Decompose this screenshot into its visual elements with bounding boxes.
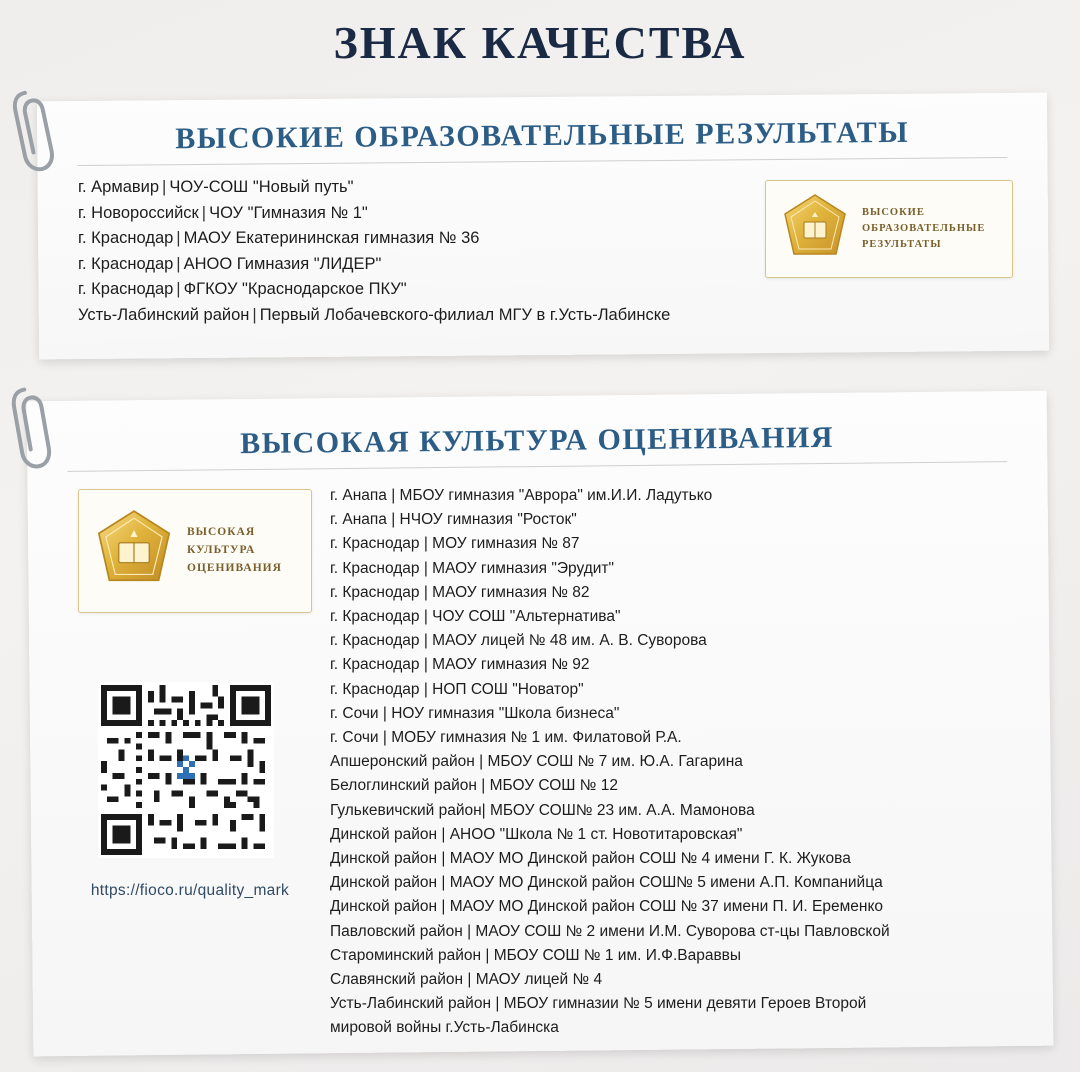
- list-item: Динской район | МАОУ МО Динской район СОШ№ 5 имени А.П. Компанийца: [330, 874, 883, 892]
- list-item-name: ЧОУ-СОШ "Новый путь": [169, 178, 354, 196]
- list-item-name: МАОУ Екатерининская гимназия № 36: [183, 229, 480, 247]
- separator: |: [162, 178, 167, 196]
- page-title: ЗНАК КАЧЕСТВА: [333, 17, 747, 68]
- qr-code-icon: [101, 685, 271, 855]
- list-item-city: г. Краснодар: [78, 254, 174, 273]
- list-item-name: ФГКОУ "Краснодарское ПКУ": [183, 280, 407, 298]
- list-item: Павловский район | МАОУ СОШ № 2 имени И.М. Суворова ст-цы Павловской: [330, 922, 890, 940]
- list-item-city: г. Армавир: [78, 178, 160, 196]
- list-item: г. Краснодар | МАОУ лицей № 48 им. А. В. Суворова: [330, 632, 707, 650]
- separator: |: [176, 280, 181, 298]
- list-item-city: г. Краснодар: [78, 280, 174, 298]
- list-item-city: Усть-Лабинский район: [78, 305, 250, 324]
- list-item: Староминский район | МБОУ СОШ № 1 им. И.Ф.Вараввы: [330, 946, 742, 964]
- list-item: [78, 277, 670, 303]
- list-item-name: АНОО Гимназия "ЛИДЕР": [183, 254, 382, 273]
- qr-url-label: https://fioco.ru/quality_mark: [90, 882, 290, 899]
- list-item: Апшеронский район | МБОУ СОШ № 7 им. Ю.А. Гагарина: [330, 753, 743, 771]
- list-item: [78, 226, 670, 252]
- list-item: Гулькевичский район| МБОУ СОШ№ 23 им. А.А. Мамонова: [330, 801, 755, 819]
- list-item-city: г. Новороссийск: [78, 203, 199, 222]
- list-item-name: ЧОУ "Гимназия № 1": [209, 203, 368, 222]
- qr-code[interactable]: [98, 682, 274, 858]
- badge-line-1: ВЫСОКИЕ: [862, 206, 925, 218]
- list-item: г. Краснодар | МОУ гимназия № 87: [330, 535, 580, 553]
- title-divider: [67, 461, 1007, 472]
- list-item: г. Краснодар | НОП СОШ "Новатор": [330, 680, 584, 698]
- list-item: г. Анапа | НЧОУ гимназия "Росток": [330, 511, 577, 529]
- quality-mark-badge-high-results: [765, 180, 1013, 278]
- list-item: [78, 303, 670, 329]
- list-item: г. Краснодар | МАОУ гимназия № 82: [330, 583, 590, 601]
- badge-line-2: КУЛЬТУРА: [187, 544, 256, 557]
- separator: |: [201, 203, 207, 222]
- list-item: г. Сочи | МОБУ гимназия № 1 им. Филатовой Р.А.: [330, 729, 682, 747]
- school-list-assessment-culture: [330, 484, 890, 1041]
- list-item: Динской район | АНОО "Школа № 1 ст. Новотитаровская": [330, 825, 743, 843]
- badge-line-3: РЕЗУЛЬТАТЫ: [862, 239, 942, 251]
- section-title-assessment-culture: ВЫСОКАЯ КУЛЬТУРА ОЦЕНИВАНИЯ: [239, 420, 835, 461]
- list-item: Белоглинский район | МБОУ СОШ № 12: [330, 777, 618, 795]
- badge-line-1: ВЫСОКАЯ: [187, 526, 256, 539]
- list-item: [78, 252, 670, 278]
- list-item: [78, 175, 670, 201]
- medal-icon: [780, 192, 850, 266]
- badge-line-3: ОЦЕНИВАНИЯ: [187, 561, 282, 574]
- separator: |: [252, 305, 257, 324]
- section-title-high-results: ВЫСОКИЕ ОБРАЗОВАТЕЛЬНЫЕ РЕЗУЛЬТАТЫ: [175, 115, 910, 156]
- list-item: мировой войны г.Усть-Лабинска: [330, 1019, 559, 1037]
- list-item: Усть-Лабинский район | МБОУ гимназии № 5 имени девяти Героев Второй: [330, 995, 867, 1013]
- separator: |: [176, 229, 181, 247]
- list-item-name: Первый Лобачевского-филиал МГУ в г.Усть-Лабинске: [259, 305, 671, 324]
- list-item: г. Сочи | НОУ гимназия "Школа бизнеса": [330, 704, 620, 722]
- list-item: [78, 201, 670, 227]
- list-item: г. Анапа | МБОУ гимназия "Аврора" им.И.И. Ладутько: [330, 487, 713, 504]
- list-item: Славянский район | МАОУ лицей № 4: [330, 971, 603, 989]
- list-item: Динской район | МАОУ МО Динской район СОШ № 37 имени П. И. Еременко: [330, 898, 884, 916]
- separator: |: [176, 254, 181, 273]
- list-item-city: г. Краснодар: [78, 229, 174, 247]
- title-divider: [77, 157, 1007, 166]
- list-item: Динской район | МАОУ МО Динской район СОШ № 4 имени Г. К. Жукова: [330, 850, 851, 868]
- list-item: г. Краснодар | МАОУ гимназия "Эрудит": [330, 559, 615, 577]
- list-item: г. Краснодар | ЧОУ СОШ "Альтернатива": [330, 608, 621, 626]
- badge-line-2: ОБРАЗОВАТЕЛЬНЫЕ: [862, 222, 986, 234]
- paperclip-icon: [7, 383, 55, 474]
- badge-text-block: [862, 205, 985, 254]
- badge-text-block: [187, 524, 282, 577]
- list-item: г. Краснодар | МАОУ гимназия № 92: [330, 656, 590, 674]
- quality-mark-badge-assessment-culture: [78, 489, 312, 613]
- school-list-high-results: [78, 175, 670, 328]
- medal-icon: [93, 507, 175, 595]
